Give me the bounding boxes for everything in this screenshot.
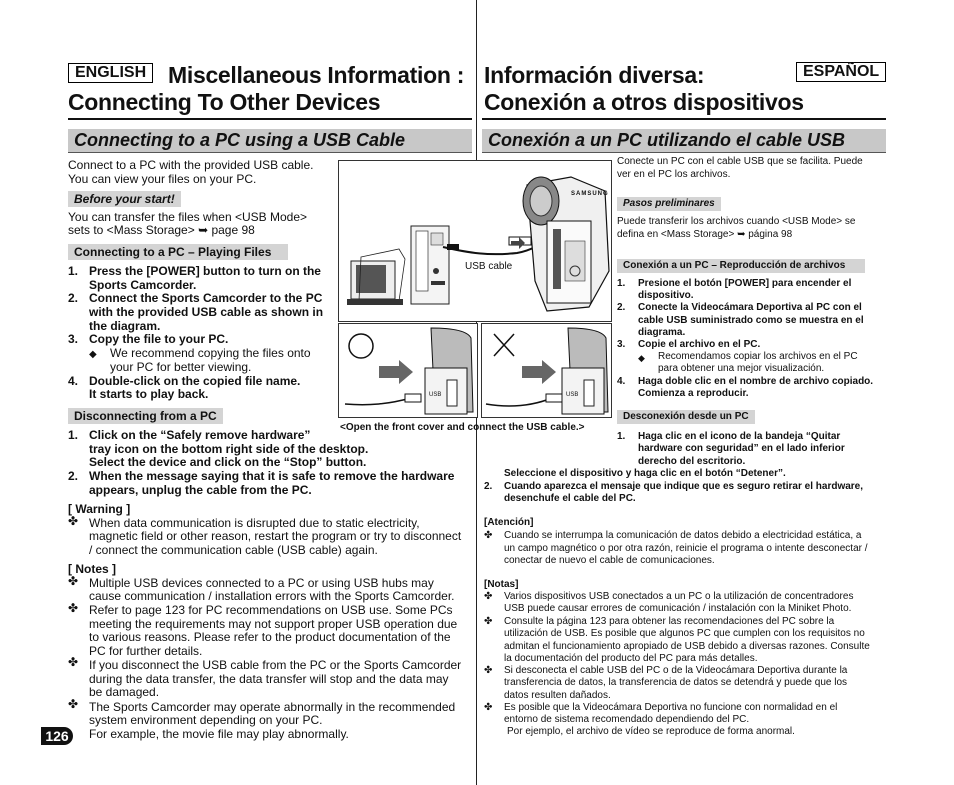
camcorder-icon: [523, 177, 609, 311]
section-title-en: Connecting to a PC using a USB Cable: [68, 129, 472, 152]
incorrect-x-icon: [494, 334, 514, 356]
notas-head: [Notas]: [484, 579, 519, 590]
page-number: 126: [41, 727, 73, 745]
usb-port-label-1: USB: [429, 392, 442, 398]
pasos-line-1: Puede transferir los archivos cuando <USB Mode> se: [617, 216, 856, 227]
camcorder-connection-illustration: [339, 161, 611, 321]
figure-incorrect-box: [481, 323, 612, 418]
before-line-2: sets to <Mass Storage> ➥ page 98: [68, 223, 255, 237]
pc-tower-icon: [411, 226, 449, 304]
pasos-line-2: defina en <Mass Storage> ➥ página 98: [617, 229, 793, 240]
section-rule-en: [68, 152, 472, 153]
intro-line-2: You can view your files on your PC.: [68, 172, 257, 186]
notes-head-en: [ Notes ]: [68, 562, 116, 576]
usb-cable-label: USB cable: [465, 261, 513, 272]
page-title-es-line1: Información diversa:: [484, 62, 705, 88]
before-line-1: You can transfer the files when <USB Mode>: [68, 210, 308, 224]
page-title-en-line2: Connecting To Other Devices: [68, 89, 381, 115]
intro-es-2: ver en el PC los archivos.: [617, 169, 731, 180]
title-rule-en: [68, 118, 472, 120]
title-rule-es: [482, 118, 886, 120]
page-title-en-line1: Miscellaneous Information :: [168, 62, 465, 88]
espanol-badge: ESPAÑOL: [796, 62, 886, 82]
playing-files-tag: Connecting to a PC – Playing Files: [68, 244, 288, 260]
correct-circle-icon: [349, 334, 373, 358]
monitor-icon: [347, 249, 405, 305]
intro-es-1: Conecte un PC con el cable USB que se facilita. Puede: [617, 156, 863, 167]
figure-top-box: [338, 160, 612, 322]
intro-line-1: Connect to a PC with the provided USB cable.: [68, 158, 314, 172]
disconnecting-tag: Disconnecting from a PC: [68, 408, 223, 424]
before-start-tag: Before your start!: [68, 191, 181, 207]
pasos-tag: Pasos preliminares: [617, 197, 721, 211]
brand-label: SAMSUNG: [571, 191, 609, 197]
section-rule-es: [482, 152, 886, 153]
desconexion-tag: Desconexión desde un PC: [617, 410, 755, 424]
english-badge: ENGLISH: [68, 63, 153, 83]
section-title-es: Conexión a un PC utilizando el cable USB: [482, 129, 886, 152]
atencion-head: [Atención]: [484, 517, 534, 528]
repro-tag: Conexión a un PC – Reproducción de archivos: [617, 259, 865, 273]
arrow-icon: [379, 360, 413, 384]
warning-head-en: [ Warning ]: [68, 502, 131, 516]
figure-correct-box: [338, 323, 478, 418]
arrow-icon: [522, 360, 556, 384]
page-title-es-line2: Conexión a otros dispositivos: [484, 89, 804, 115]
figure-caption: <Open the front cover and connect the USB cable.>: [340, 422, 585, 433]
usb-port-label-2: USB: [566, 392, 579, 398]
